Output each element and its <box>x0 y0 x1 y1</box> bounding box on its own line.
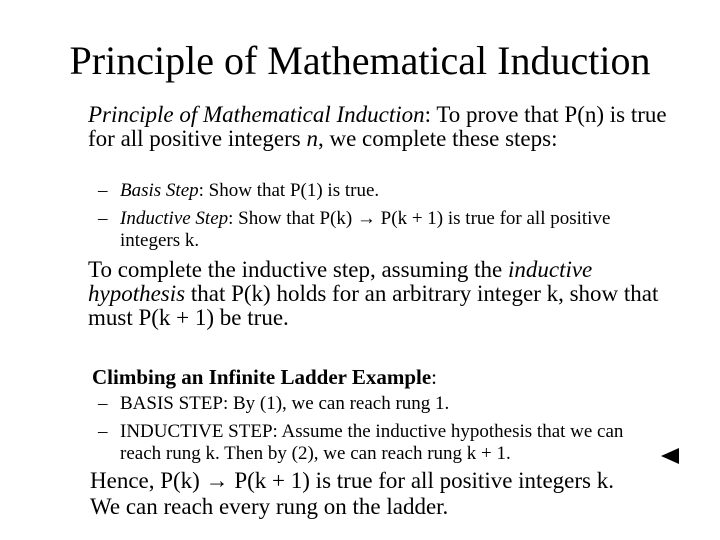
example-heading-bold: Climbing an Infinite Ladder Example <box>92 365 432 389</box>
inductive-tail: that P(k) holds for an arbitrary integer k, show that must P(k + 1) be true. <box>88 281 659 330</box>
inductive-lead: To complete the inductive step, assuming the <box>88 257 508 282</box>
example-inductive-text: INDUCTIVE STEP: Assume the inductive hypothesis that we can reach rung k. Then by (2), we can reach rung k + 1. <box>120 421 624 464</box>
inductive-step-item <box>98 208 668 252</box>
inductive-step-term: Inductive Step <box>120 208 229 229</box>
basis-step-term: Basis Step <box>120 180 199 201</box>
example-basis-item <box>98 393 668 415</box>
conclusion-line-2: We can reach every rung on the ladder. <box>90 494 449 519</box>
example-basis-text: BASIS STEP: By (1), we can reach rung 1. <box>120 393 450 414</box>
bullet-dash: – <box>98 393 108 414</box>
example-heading <box>92 365 437 389</box>
basis-step-item <box>98 180 668 202</box>
example-heading-colon: : <box>431 365 438 389</box>
definition-lead: : To prove that P(n) is true for all positive integers <box>88 102 667 151</box>
example-conclusion <box>90 468 690 520</box>
definition-term: Principle of Mathematical Induction <box>88 102 425 127</box>
bullet-dash: – <box>98 421 108 442</box>
bullet-dash: – <box>98 208 108 229</box>
definition-paragraph <box>88 103 688 151</box>
basis-step-text: : Show that P(1) is true. <box>198 180 380 201</box>
bullet-dash: – <box>98 180 108 201</box>
inductive-hypothesis-paragraph <box>88 258 688 330</box>
definition-tail: , we complete these steps: <box>317 126 558 151</box>
inductive-hypothesis-term: inductive hypothesis <box>88 257 593 306</box>
inductive-step-text: : Show that P(k) → P(k + 1) is true for all positive integers k. <box>120 208 611 251</box>
slide-title: Principle of Mathematical Induction <box>69 38 651 83</box>
definition-variable: n <box>306 126 318 151</box>
conclusion-line-1: Hence, P(k) → P(k + 1) is true for all positive integers k. <box>90 468 614 493</box>
example-inductive-item <box>98 421 668 465</box>
left-arrow-icon[interactable] <box>661 448 679 464</box>
